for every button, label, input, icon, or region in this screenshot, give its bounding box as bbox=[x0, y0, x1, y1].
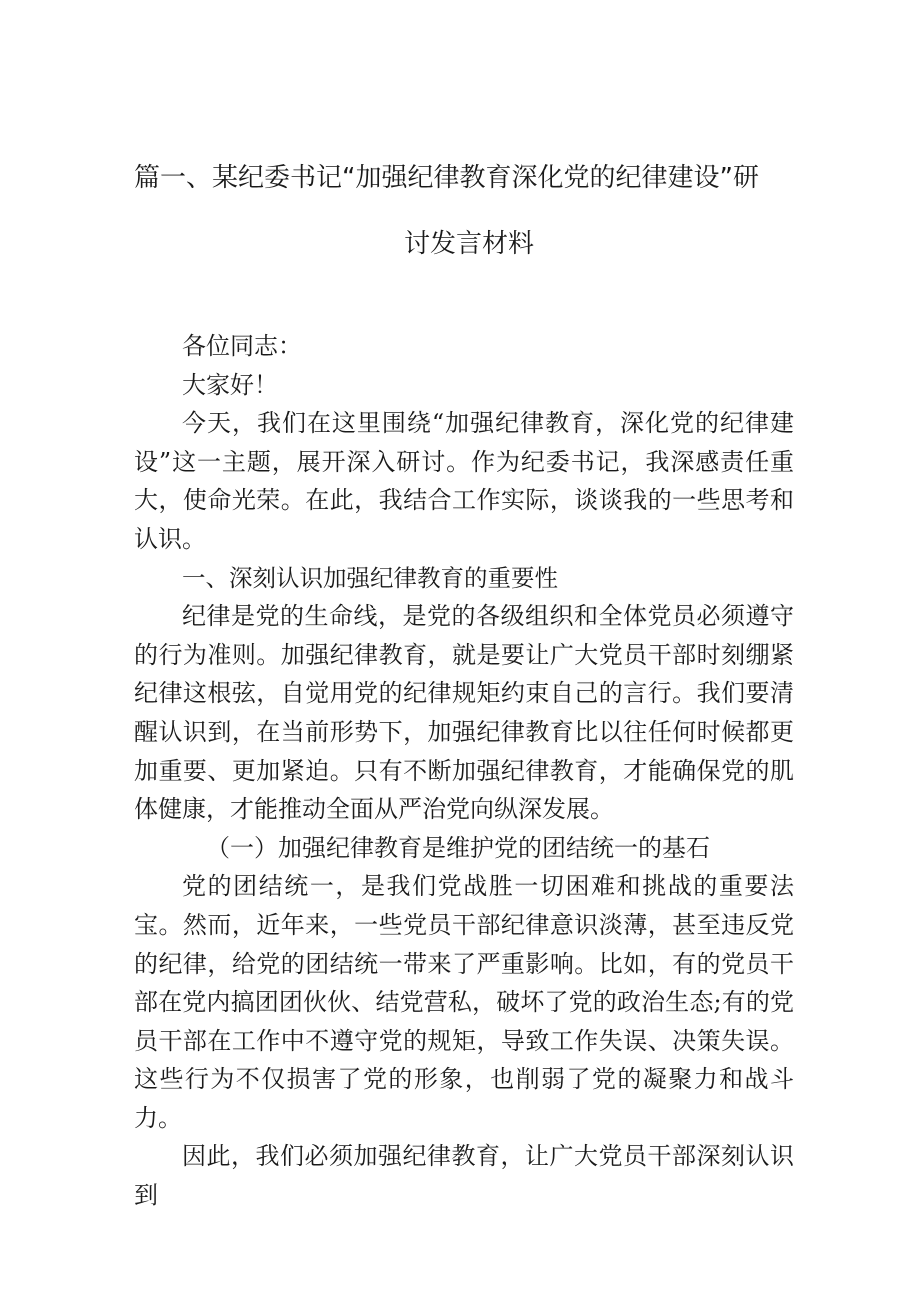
section-1-paragraph: 纪律是党的生命线，是党的各级组织和全体党员必须遵守的行为准则。加强纪律教育，就是要让广大党员干部时刻绷紧纪律这根弦，自觉用党的纪律规矩约束自己的言行。我们要清醒认识到，在当前形势下，加强纪律教育比以往任何时候都更加重要、更加紧迫。只有不断加强纪律教育，才能确保党的肌体健康，才能推动全面从严治党向纵深发展。 bbox=[134, 602, 794, 824]
document-title-line-2: 讨发言材料 bbox=[404, 229, 535, 259]
document-body bbox=[134, 327, 794, 1215]
document-title-line-1: 篇一、某纪委书记“加强纪律教育深化党的纪律建设”研 bbox=[134, 163, 759, 193]
subsection-1-heading: （一）加强纪律教育是维护党的团结统一的基石 bbox=[206, 833, 710, 862]
intro-paragraph: 今天，我们在这里围绕“加强纪律教育，深化党的纪律建设”这一主题，展开深入研讨。作为纪委书记，我深感责任重大，使命光荣。在此，我结合工作实际，谈谈我的一些思考和认识。 bbox=[134, 409, 794, 553]
subsection-1-paragraph: 党的团结统一，是我们党战胜一切困难和挑战的重要法宝。然而，近年来，一些党员干部纪律意识淡薄，甚至违反党的纪律，给党的团结统一带来了严重影响。比如，有的党员干部在党内搞团团伙伙、结党营私，破坏了党的政治生态;有的党员干部在工作中不遵守党的规矩，导致工作失误、决策失误。这些行为不仅损害了党的形象，也削弱了党的凝聚力和战斗力。 bbox=[134, 872, 794, 1132]
salutation: 各位同志： bbox=[182, 332, 302, 360]
section-1-heading: 一、深刻认识加强纪律教育的重要性 bbox=[182, 563, 558, 592]
greeting: 大家好！ bbox=[182, 370, 278, 399]
closing-paragraph: 因此，我们必须加强纪律教育，让广大党员干部深刻认识到 bbox=[134, 1142, 794, 1210]
